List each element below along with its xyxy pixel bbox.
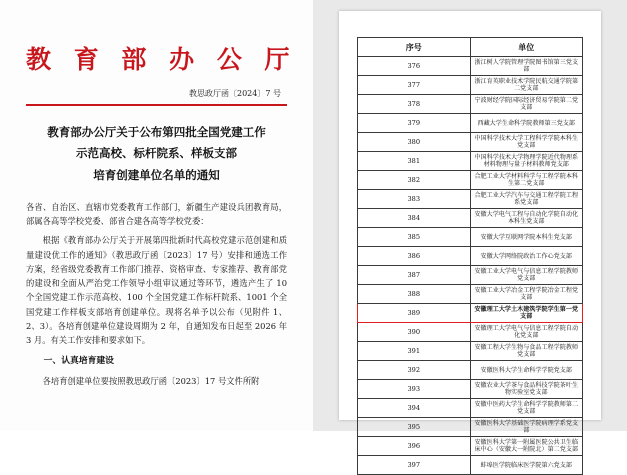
table-row [358,95,583,114]
row-unit: 安徽大学网络院政治工作心党支部 [470,247,583,266]
row-number: 392 [358,361,471,380]
section-heading: 一、认真培育建设 [43,356,114,367]
unit-list-body [358,57,583,475]
row-number: 394 [358,399,471,418]
row-number: 378 [358,95,471,114]
row-number: 387 [358,266,471,285]
row-unit: 安徽医科大学第一附属医院公共卫生临床中心（安徽大一附院北）第二党支部 [470,437,583,456]
document-title-line-3: 培育创建单位名单的通知 [93,167,220,182]
table-row [358,380,583,399]
recipients-line: 各省、自治区、直辖市党委教育工作部门，新疆生产建设兵团教育局，部属各高等学校党委、部省合建各高等学校党委： [26,201,287,227]
document-number: 教思政厅函〔2024〕7 号 [189,89,281,98]
row-unit: 浙江育英职业技术学院民航交通学院第二党支部 [470,76,583,95]
table-row [358,285,583,304]
table-row [358,361,583,380]
row-unit-highlighted: 安徽理工大学土木建筑学院学生第一党支部 [470,304,583,323]
table-header-row [358,38,583,57]
table-row [358,418,583,437]
left-document [0,0,313,431]
letterhead-title: 教 育 部 办 公 厅 [26,45,297,74]
list-page [339,11,601,469]
unit-list-table [357,37,583,475]
row-number: 388 [358,285,471,304]
row-unit: 中国科学技术大学物理学院近代物理系材料物理与量子材料教师党支部 [470,152,583,171]
document-title-line-1: 教育部办公厅关于公布第四批全国党建工作 [47,125,266,139]
table-row [358,323,583,342]
table-row [358,57,583,76]
table-row [358,209,583,228]
table-row [358,456,583,475]
row-unit: 中国科学技术大学工程科学学院本科生党支部 [470,133,583,152]
table-row [358,171,583,190]
row-number: 389 [358,304,471,323]
document-body [26,200,287,388]
body-paragraph-1: 根据《教育部办公厅关于开展第四批新时代高校党建示范创建和质量建设优工作的通知》（教思政厅函〔2023〕17 号）安排和通选工作方案，经省级党委教育工作部门推荐、资格审查、专家推荐、教育部党的建设和全面从严治党工作领导小组审议通过等环节，遴选产生了 10 个全国党建工作示范高校、100 个全国党建工作标杆院系、1001 个全国党建工作样板支部培育创建单位。现将名单予以公布（见附件 1、2、3）。各培育创建单位建设周期为 2 年，自通知发布日起至 2026 年 3 月。有关工作安排和要求如下。 [26,235,287,346]
table-row [358,247,583,266]
table-row [358,114,583,133]
row-number: 396 [358,437,471,456]
table-row-highlighted [358,304,583,323]
document-title-line-2: 示范高校、标杆院系、样板支部 [76,146,237,161]
row-number: 384 [358,209,471,228]
row-unit: 安徽工业大学冶金工程学院冶金工程党支部 [470,285,583,304]
row-unit: 西藏大学生命科学院教师第三党支部 [470,114,583,133]
row-number: 377 [358,76,471,95]
row-number: 385 [358,228,471,247]
table-row [358,133,583,152]
table-row [358,228,583,247]
table-row [358,399,583,418]
row-number: 383 [358,190,471,209]
row-unit: 安徽农业大学茶与食品科技学院茶叶生物实验室党支部 [470,380,583,399]
row-number: 395 [358,418,471,437]
table-row [358,76,583,95]
row-number: 382 [358,171,471,190]
row-number: 391 [358,342,471,361]
row-number: 390 [358,323,471,342]
table-row [358,266,583,285]
row-unit: 宁波财经学院国际经济贸易学院第二党支部 [470,95,583,114]
row-unit: 合肥工业大学汽车与交通工程学院工程系党支部 [470,190,583,209]
row-unit: 安徽医科大学生命科学学院党支部 [470,361,583,380]
row-number: 393 [358,380,471,399]
row-unit: 安徽大学电气工程与自动化学院自动化本科生党支部 [470,209,583,228]
row-unit: 安徽理工大学电气与信息工程学院自动化党支部 [470,323,583,342]
row-unit: 安徽中医药大学生命科学学院教师第二党支部 [470,399,583,418]
column-header-number: 序号 [358,38,471,57]
right-document-pane [313,0,627,469]
table-row [358,152,583,171]
red-divider [26,104,287,106]
row-unit: 安徽工程大学生物与食品工程学院教师党支部 [470,342,583,361]
table-row [358,437,583,456]
row-number: 380 [358,133,471,152]
row-number: 386 [358,247,471,266]
row-number: 376 [358,57,471,76]
row-number: 379 [358,114,471,133]
row-unit: 合肥工业大学材料科学与工程学院本科生第二党支部 [470,171,583,190]
table-row [358,190,583,209]
row-number: 397 [358,456,471,475]
column-header-unit: 单位 [470,38,583,57]
row-unit: 安徽大学互联网学院本科生党支部 [470,228,583,247]
row-unit: 蚌埠医学院临床医学院第六党支部 [470,456,583,475]
section-paragraph: 各培育创建单位要按照教思政厅函〔2023〕17 号文件所附 [42,375,260,386]
table-row [358,342,583,361]
row-unit: 浙江树人学院管理学院图书馆第三党支部 [470,57,583,76]
row-unit: 安徽工业大学电气与信息工程学院教师党支部 [470,266,583,285]
row-number: 381 [358,152,471,171]
row-unit: 安徽医科大学基础医学院病理学系党支部 [470,418,583,437]
document-title [26,122,287,186]
